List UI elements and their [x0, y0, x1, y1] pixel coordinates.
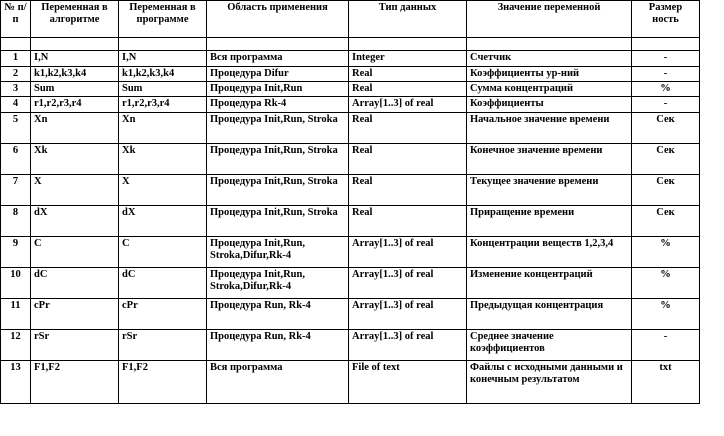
table-row [1, 361, 700, 404]
cell-data-type: Real [349, 144, 467, 175]
cell-var-program: Xk [119, 144, 207, 175]
cell-dimension: - [632, 97, 700, 113]
table-header-row [1, 1, 700, 38]
cell-number: 11 [1, 299, 31, 330]
cell-scope: Процедура Rk-4 [207, 97, 349, 113]
blank-cell [207, 38, 349, 51]
table-row [1, 113, 700, 144]
table-row [1, 206, 700, 237]
cell-number: 3 [1, 82, 31, 97]
table-row [1, 175, 700, 206]
cell-number: 8 [1, 206, 31, 237]
cell-data-type: Real [349, 175, 467, 206]
cell-number: 12 [1, 330, 31, 361]
cell-data-type: Real [349, 206, 467, 237]
cell-data-type: Array[1..3] of real [349, 299, 467, 330]
table-row [1, 67, 700, 82]
cell-var-program: C [119, 237, 207, 268]
cell-meaning: Коэффициенты ур-ний [467, 67, 632, 82]
table-row [1, 299, 700, 330]
cell-dimension: Сек [632, 144, 700, 175]
table-row [1, 237, 700, 268]
cell-var-algorithm: Sum [31, 82, 119, 97]
cell-var-program: rSr [119, 330, 207, 361]
header-scope: Область применения [207, 1, 349, 38]
cell-number: 7 [1, 175, 31, 206]
cell-var-program: k1,k2,k3,k4 [119, 67, 207, 82]
cell-scope: Вся программа [207, 51, 349, 67]
cell-scope: Процедура Init,Run, Stroka,Difur,Rk-4 [207, 268, 349, 299]
cell-meaning: Предыдущая концентрация [467, 299, 632, 330]
blank-cell [119, 38, 207, 51]
cell-var-program: dX [119, 206, 207, 237]
cell-var-program: F1,F2 [119, 361, 207, 404]
cell-var-program: I,N [119, 51, 207, 67]
header-dimension: Размер ность [632, 1, 700, 38]
table-row [1, 97, 700, 113]
table-row [1, 268, 700, 299]
cell-var-program: r1,r2,r3,r4 [119, 97, 207, 113]
cell-number: 1 [1, 51, 31, 67]
cell-meaning: Файлы с исходными данными и конечным результатом [467, 361, 632, 404]
cell-meaning: Среднее значение коэффициентов [467, 330, 632, 361]
cell-var-algorithm: F1,F2 [31, 361, 119, 404]
cell-data-type: Array[1..3] of real [349, 97, 467, 113]
cell-meaning: Изменение концентраций [467, 268, 632, 299]
table-row [1, 82, 700, 97]
cell-dimension: - [632, 51, 700, 67]
blank-cell [632, 38, 700, 51]
cell-var-program: Sum [119, 82, 207, 97]
cell-scope: Процедура Init,Run, Stroka,Difur,Rk-4 [207, 237, 349, 268]
cell-var-program: dC [119, 268, 207, 299]
cell-var-algorithm: X [31, 175, 119, 206]
cell-scope: Процедура Init,Run, Stroka [207, 113, 349, 144]
cell-dimension: - [632, 330, 700, 361]
header-number: № п/п [1, 1, 31, 38]
cell-number: 5 [1, 113, 31, 144]
cell-dimension: Сек [632, 113, 700, 144]
blank-cell [467, 38, 632, 51]
cell-data-type: Array[1..3] of real [349, 330, 467, 361]
blank-cell [349, 38, 467, 51]
header-data-type: Тип данных [349, 1, 467, 38]
cell-dimension: % [632, 237, 700, 268]
cell-var-algorithm: rSr [31, 330, 119, 361]
cell-data-type: File of text [349, 361, 467, 404]
cell-meaning: Текущее значение времени [467, 175, 632, 206]
cell-dimension: - [632, 67, 700, 82]
cell-data-type: Real [349, 82, 467, 97]
cell-number: 4 [1, 97, 31, 113]
cell-dimension: txt [632, 361, 700, 404]
cell-scope: Процедура Difur [207, 67, 349, 82]
cell-var-algorithm: dX [31, 206, 119, 237]
cell-var-algorithm: C [31, 237, 119, 268]
cell-data-type: Real [349, 67, 467, 82]
cell-var-algorithm: r1,r2,r3,r4 [31, 97, 119, 113]
cell-scope: Процедура Init,Run, Stroka [207, 206, 349, 237]
cell-scope: Процедура Run, Rk-4 [207, 299, 349, 330]
cell-meaning: Концентрации веществ 1,2,3,4 [467, 237, 632, 268]
cell-meaning: Приращение времени [467, 206, 632, 237]
cell-var-program: Xn [119, 113, 207, 144]
header-var-algorithm: Переменная в алгоритме [31, 1, 119, 38]
cell-var-algorithm: dC [31, 268, 119, 299]
cell-meaning: Коэффициенты [467, 97, 632, 113]
cell-scope: Вся программа [207, 361, 349, 404]
cell-var-algorithm: I,N [31, 51, 119, 67]
cell-data-type: Array[1..3] of real [349, 237, 467, 268]
cell-var-algorithm: Xk [31, 144, 119, 175]
cell-number: 9 [1, 237, 31, 268]
cell-scope: Процедура Init,Run, Stroka [207, 144, 349, 175]
cell-number: 13 [1, 361, 31, 404]
cell-data-type: Real [349, 113, 467, 144]
cell-meaning: Счетчик [467, 51, 632, 67]
cell-meaning: Начальное значение времени [467, 113, 632, 144]
cell-var-algorithm: Xn [31, 113, 119, 144]
cell-dimension: % [632, 268, 700, 299]
cell-number: 10 [1, 268, 31, 299]
cell-var-program: cPr [119, 299, 207, 330]
header-meaning: Значение переменной [467, 1, 632, 38]
cell-data-type: Array[1..3] of real [349, 268, 467, 299]
cell-data-type: Integer [349, 51, 467, 67]
cell-meaning: Сумма концентраций [467, 82, 632, 97]
table-row [1, 144, 700, 175]
cell-var-program: X [119, 175, 207, 206]
cell-var-algorithm: k1,k2,k3,k4 [31, 67, 119, 82]
cell-scope: Процедура Init,Run, Stroka [207, 175, 349, 206]
cell-dimension: % [632, 299, 700, 330]
cell-dimension: Сек [632, 175, 700, 206]
cell-scope: Процедура Init,Run [207, 82, 349, 97]
blank-cell [31, 38, 119, 51]
blank-row [1, 38, 700, 51]
cell-var-algorithm: cPr [31, 299, 119, 330]
cell-meaning: Конечное значение времени [467, 144, 632, 175]
cell-number: 6 [1, 144, 31, 175]
cell-scope: Процедура Run, Rk-4 [207, 330, 349, 361]
table-row [1, 330, 700, 361]
cell-dimension: % [632, 82, 700, 97]
blank-cell [1, 38, 31, 51]
cell-number: 2 [1, 67, 31, 82]
table-row [1, 51, 700, 67]
header-var-program: Переменная в программе [119, 1, 207, 38]
cell-dimension: Сек [632, 206, 700, 237]
